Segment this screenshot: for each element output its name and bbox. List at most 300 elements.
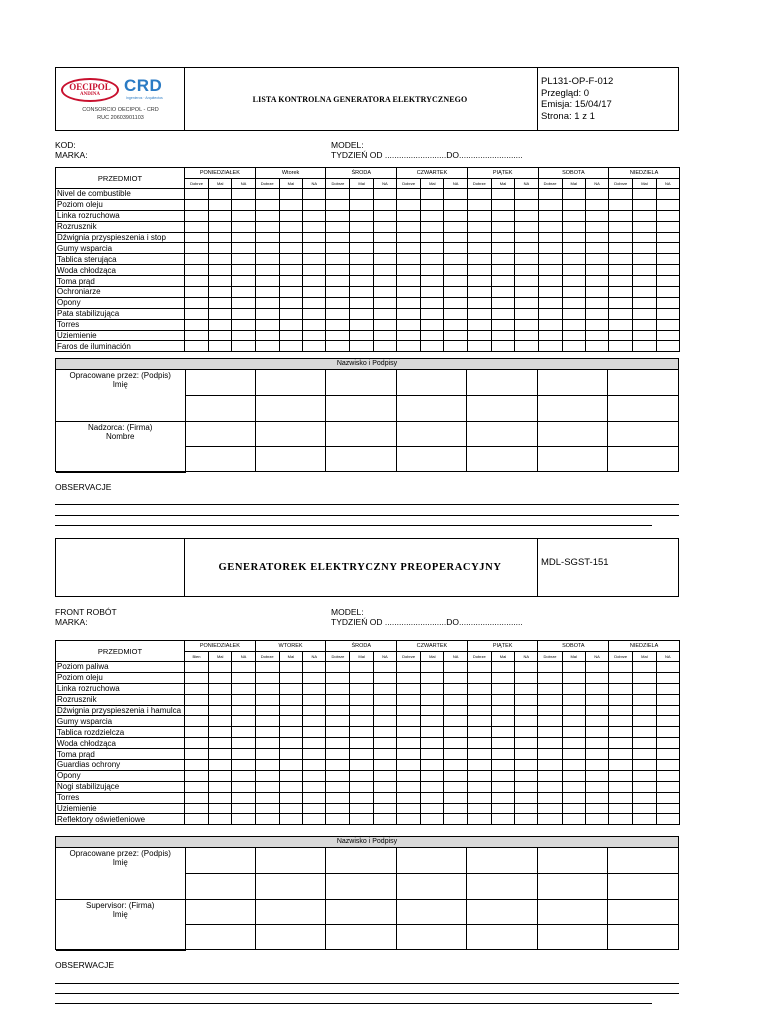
check-cell[interactable]	[232, 803, 255, 814]
check-cell[interactable]	[185, 760, 209, 771]
check-cell[interactable]	[538, 705, 562, 716]
check-cell[interactable]	[444, 662, 467, 673]
check-cell[interactable]	[326, 276, 350, 287]
check-cell[interactable]	[421, 792, 444, 803]
check-cell[interactable]	[609, 189, 633, 200]
check-cell[interactable]	[232, 210, 255, 221]
check-cell[interactable]	[609, 276, 633, 287]
check-cell[interactable]	[303, 330, 326, 341]
check-cell[interactable]	[538, 792, 562, 803]
check-cell[interactable]	[255, 276, 279, 287]
check-cell[interactable]	[255, 199, 279, 210]
check-cell[interactable]	[373, 672, 396, 683]
check-cell[interactable]	[562, 749, 585, 760]
check-cell[interactable]	[209, 232, 232, 243]
check-cell[interactable]	[491, 287, 514, 298]
check-cell[interactable]	[326, 672, 350, 683]
check-cell[interactable]	[467, 683, 491, 694]
check-cell[interactable]	[562, 330, 585, 341]
check-cell[interactable]	[232, 330, 255, 341]
check-cell[interactable]	[421, 330, 444, 341]
check-cell[interactable]	[303, 803, 326, 814]
check-cell[interactable]	[609, 760, 633, 771]
check-cell[interactable]	[185, 662, 209, 673]
check-cell[interactable]	[467, 330, 491, 341]
check-cell[interactable]	[397, 716, 421, 727]
check-cell[interactable]	[255, 210, 279, 221]
check-cell[interactable]	[279, 727, 302, 738]
check-cell[interactable]	[609, 297, 633, 308]
check-cell[interactable]	[609, 705, 633, 716]
check-cell[interactable]	[633, 189, 656, 200]
check-cell[interactable]	[303, 727, 326, 738]
check-cell[interactable]	[421, 672, 444, 683]
check-cell[interactable]	[467, 760, 491, 771]
check-cell[interactable]	[232, 760, 255, 771]
check-cell[interactable]	[397, 243, 421, 254]
check-cell[interactable]	[326, 792, 350, 803]
check-cell[interactable]	[209, 792, 232, 803]
check-cell[interactable]	[656, 221, 679, 232]
check-cell[interactable]	[397, 694, 421, 705]
check-cell[interactable]	[303, 749, 326, 760]
check-cell[interactable]	[326, 189, 350, 200]
check-cell[interactable]	[609, 781, 633, 792]
signature-cell[interactable]	[608, 396, 678, 422]
check-cell[interactable]	[585, 760, 608, 771]
check-cell[interactable]	[538, 683, 562, 694]
signature-cell[interactable]	[255, 447, 325, 473]
check-cell[interactable]	[279, 749, 302, 760]
check-cell[interactable]	[538, 254, 562, 265]
check-cell[interactable]	[209, 705, 232, 716]
check-cell[interactable]	[232, 221, 255, 232]
check-cell[interactable]	[585, 221, 608, 232]
check-cell[interactable]	[656, 341, 679, 352]
check-cell[interactable]	[303, 341, 326, 352]
check-cell[interactable]	[585, 265, 608, 276]
check-cell[interactable]	[350, 749, 373, 760]
check-cell[interactable]	[232, 243, 255, 254]
check-cell[interactable]	[209, 662, 232, 673]
check-cell[interactable]	[232, 199, 255, 210]
check-cell[interactable]	[209, 243, 232, 254]
check-cell[interactable]	[538, 330, 562, 341]
check-cell[interactable]	[350, 814, 373, 825]
check-cell[interactable]	[538, 814, 562, 825]
check-cell[interactable]	[585, 232, 608, 243]
check-cell[interactable]	[444, 814, 467, 825]
check-cell[interactable]	[397, 760, 421, 771]
signature-cell[interactable]	[185, 848, 255, 874]
check-cell[interactable]	[209, 738, 232, 749]
check-cell[interactable]	[515, 308, 538, 319]
check-cell[interactable]	[303, 221, 326, 232]
check-cell[interactable]	[515, 760, 538, 771]
check-cell[interactable]	[421, 232, 444, 243]
check-cell[interactable]	[232, 297, 255, 308]
check-cell[interactable]	[562, 210, 585, 221]
check-cell[interactable]	[467, 319, 491, 330]
signature-cell[interactable]	[185, 874, 255, 900]
check-cell[interactable]	[397, 330, 421, 341]
check-cell[interactable]	[326, 341, 350, 352]
check-cell[interactable]	[421, 738, 444, 749]
check-cell[interactable]	[467, 210, 491, 221]
check-cell[interactable]	[585, 243, 608, 254]
check-cell[interactable]	[303, 232, 326, 243]
check-cell[interactable]	[609, 330, 633, 341]
check-cell[interactable]	[515, 705, 538, 716]
check-cell[interactable]	[209, 727, 232, 738]
check-cell[interactable]	[491, 770, 514, 781]
signature-cell[interactable]	[608, 370, 678, 396]
check-cell[interactable]	[515, 781, 538, 792]
check-cell[interactable]	[373, 243, 396, 254]
check-cell[interactable]	[444, 716, 467, 727]
check-cell[interactable]	[538, 738, 562, 749]
check-cell[interactable]	[633, 683, 656, 694]
check-cell[interactable]	[515, 287, 538, 298]
check-cell[interactable]	[232, 716, 255, 727]
check-cell[interactable]	[421, 694, 444, 705]
check-cell[interactable]	[373, 199, 396, 210]
check-cell[interactable]	[444, 199, 467, 210]
signature-cell[interactable]	[467, 396, 537, 422]
check-cell[interactable]	[209, 319, 232, 330]
check-cell[interactable]	[656, 662, 679, 673]
check-cell[interactable]	[515, 254, 538, 265]
check-cell[interactable]	[656, 781, 679, 792]
check-cell[interactable]	[232, 189, 255, 200]
check-cell[interactable]	[421, 814, 444, 825]
check-cell[interactable]	[373, 683, 396, 694]
check-cell[interactable]	[562, 781, 585, 792]
check-cell[interactable]	[209, 770, 232, 781]
check-cell[interactable]	[585, 210, 608, 221]
check-cell[interactable]	[633, 265, 656, 276]
check-cell[interactable]	[255, 792, 279, 803]
check-cell[interactable]	[562, 199, 585, 210]
check-cell[interactable]	[232, 287, 255, 298]
signature-cell[interactable]	[326, 370, 396, 396]
check-cell[interactable]	[609, 662, 633, 673]
check-cell[interactable]	[303, 694, 326, 705]
check-cell[interactable]	[232, 319, 255, 330]
check-cell[interactable]	[255, 341, 279, 352]
check-cell[interactable]	[326, 330, 350, 341]
check-cell[interactable]	[515, 232, 538, 243]
check-cell[interactable]	[185, 199, 209, 210]
check-cell[interactable]	[515, 672, 538, 683]
signature-cell[interactable]	[467, 421, 537, 447]
check-cell[interactable]	[232, 814, 255, 825]
check-cell[interactable]	[350, 265, 373, 276]
check-cell[interactable]	[633, 694, 656, 705]
check-cell[interactable]	[326, 319, 350, 330]
signature-cell[interactable]	[326, 925, 396, 951]
check-cell[interactable]	[585, 727, 608, 738]
check-cell[interactable]	[609, 803, 633, 814]
check-cell[interactable]	[585, 792, 608, 803]
signature-cell[interactable]	[185, 370, 255, 396]
check-cell[interactable]	[421, 683, 444, 694]
check-cell[interactable]	[515, 770, 538, 781]
check-cell[interactable]	[397, 727, 421, 738]
check-cell[interactable]	[303, 683, 326, 694]
check-cell[interactable]	[397, 683, 421, 694]
check-cell[interactable]	[326, 814, 350, 825]
check-cell[interactable]	[209, 683, 232, 694]
signature-cell[interactable]	[255, 874, 325, 900]
signature-cell[interactable]	[467, 925, 537, 951]
check-cell[interactable]	[585, 716, 608, 727]
check-cell[interactable]	[255, 662, 279, 673]
check-cell[interactable]	[656, 232, 679, 243]
check-cell[interactable]	[467, 297, 491, 308]
check-cell[interactable]	[515, 199, 538, 210]
check-cell[interactable]	[585, 276, 608, 287]
check-cell[interactable]	[562, 694, 585, 705]
check-cell[interactable]	[562, 705, 585, 716]
signature-cell[interactable]	[326, 447, 396, 473]
check-cell[interactable]	[185, 189, 209, 200]
check-cell[interactable]	[467, 727, 491, 738]
check-cell[interactable]	[538, 716, 562, 727]
check-cell[interactable]	[491, 738, 514, 749]
check-cell[interactable]	[444, 210, 467, 221]
check-cell[interactable]	[538, 276, 562, 287]
check-cell[interactable]	[467, 694, 491, 705]
check-cell[interactable]	[326, 308, 350, 319]
check-cell[interactable]	[350, 792, 373, 803]
check-cell[interactable]	[209, 330, 232, 341]
check-cell[interactable]	[491, 254, 514, 265]
check-cell[interactable]	[421, 287, 444, 298]
check-cell[interactable]	[255, 297, 279, 308]
check-cell[interactable]	[656, 760, 679, 771]
check-cell[interactable]	[538, 189, 562, 200]
check-cell[interactable]	[444, 308, 467, 319]
signature-cell[interactable]	[255, 848, 325, 874]
check-cell[interactable]	[515, 738, 538, 749]
check-cell[interactable]	[232, 683, 255, 694]
check-cell[interactable]	[185, 330, 209, 341]
check-cell[interactable]	[633, 803, 656, 814]
form1-obs-line[interactable]	[55, 504, 679, 505]
check-cell[interactable]	[444, 738, 467, 749]
check-cell[interactable]	[397, 738, 421, 749]
check-cell[interactable]	[373, 308, 396, 319]
check-cell[interactable]	[633, 330, 656, 341]
check-cell[interactable]	[303, 662, 326, 673]
check-cell[interactable]	[467, 803, 491, 814]
check-cell[interactable]	[491, 243, 514, 254]
check-cell[interactable]	[562, 803, 585, 814]
check-cell[interactable]	[373, 781, 396, 792]
check-cell[interactable]	[279, 243, 302, 254]
check-cell[interactable]	[444, 221, 467, 232]
check-cell[interactable]	[656, 276, 679, 287]
check-cell[interactable]	[279, 694, 302, 705]
check-cell[interactable]	[326, 749, 350, 760]
check-cell[interactable]	[515, 792, 538, 803]
check-cell[interactable]	[279, 232, 302, 243]
check-cell[interactable]	[326, 254, 350, 265]
check-cell[interactable]	[633, 232, 656, 243]
check-cell[interactable]	[562, 189, 585, 200]
check-cell[interactable]	[303, 189, 326, 200]
check-cell[interactable]	[255, 330, 279, 341]
check-cell[interactable]	[232, 662, 255, 673]
check-cell[interactable]	[562, 738, 585, 749]
check-cell[interactable]	[209, 287, 232, 298]
check-cell[interactable]	[538, 662, 562, 673]
check-cell[interactable]	[656, 803, 679, 814]
check-cell[interactable]	[185, 792, 209, 803]
check-cell[interactable]	[633, 705, 656, 716]
check-cell[interactable]	[491, 276, 514, 287]
check-cell[interactable]	[279, 803, 302, 814]
check-cell[interactable]	[421, 705, 444, 716]
check-cell[interactable]	[373, 297, 396, 308]
check-cell[interactable]	[609, 221, 633, 232]
check-cell[interactable]	[209, 265, 232, 276]
check-cell[interactable]	[515, 276, 538, 287]
check-cell[interactable]	[185, 265, 209, 276]
check-cell[interactable]	[255, 221, 279, 232]
check-cell[interactable]	[633, 341, 656, 352]
check-cell[interactable]	[585, 330, 608, 341]
check-cell[interactable]	[609, 672, 633, 683]
check-cell[interactable]	[585, 738, 608, 749]
check-cell[interactable]	[491, 803, 514, 814]
check-cell[interactable]	[491, 341, 514, 352]
check-cell[interactable]	[397, 210, 421, 221]
check-cell[interactable]	[421, 727, 444, 738]
check-cell[interactable]	[397, 814, 421, 825]
check-cell[interactable]	[232, 232, 255, 243]
signature-cell[interactable]	[185, 396, 255, 422]
check-cell[interactable]	[609, 319, 633, 330]
signature-cell[interactable]	[396, 421, 466, 447]
check-cell[interactable]	[373, 330, 396, 341]
check-cell[interactable]	[585, 254, 608, 265]
check-cell[interactable]	[421, 781, 444, 792]
check-cell[interactable]	[609, 308, 633, 319]
check-cell[interactable]	[209, 694, 232, 705]
check-cell[interactable]	[397, 297, 421, 308]
check-cell[interactable]	[633, 770, 656, 781]
check-cell[interactable]	[491, 319, 514, 330]
check-cell[interactable]	[279, 210, 302, 221]
check-cell[interactable]	[562, 727, 585, 738]
check-cell[interactable]	[397, 199, 421, 210]
check-cell[interactable]	[609, 254, 633, 265]
check-cell[interactable]	[232, 276, 255, 287]
check-cell[interactable]	[185, 738, 209, 749]
check-cell[interactable]	[633, 792, 656, 803]
check-cell[interactable]	[444, 803, 467, 814]
check-cell[interactable]	[444, 727, 467, 738]
check-cell[interactable]	[350, 738, 373, 749]
check-cell[interactable]	[467, 276, 491, 287]
check-cell[interactable]	[350, 254, 373, 265]
check-cell[interactable]	[397, 265, 421, 276]
check-cell[interactable]	[255, 727, 279, 738]
check-cell[interactable]	[326, 716, 350, 727]
check-cell[interactable]	[491, 716, 514, 727]
check-cell[interactable]	[397, 232, 421, 243]
check-cell[interactable]	[373, 803, 396, 814]
check-cell[interactable]	[562, 297, 585, 308]
check-cell[interactable]	[467, 341, 491, 352]
check-cell[interactable]	[491, 694, 514, 705]
signature-cell[interactable]	[255, 370, 325, 396]
check-cell[interactable]	[656, 199, 679, 210]
check-cell[interactable]	[585, 781, 608, 792]
check-cell[interactable]	[538, 210, 562, 221]
check-cell[interactable]	[279, 683, 302, 694]
check-cell[interactable]	[255, 287, 279, 298]
check-cell[interactable]	[373, 189, 396, 200]
check-cell[interactable]	[538, 199, 562, 210]
check-cell[interactable]	[232, 749, 255, 760]
check-cell[interactable]	[185, 254, 209, 265]
check-cell[interactable]	[255, 716, 279, 727]
check-cell[interactable]	[515, 210, 538, 221]
check-cell[interactable]	[373, 738, 396, 749]
check-cell[interactable]	[444, 265, 467, 276]
check-cell[interactable]	[515, 694, 538, 705]
check-cell[interactable]	[538, 265, 562, 276]
check-cell[interactable]	[373, 287, 396, 298]
check-cell[interactable]	[491, 672, 514, 683]
check-cell[interactable]	[303, 814, 326, 825]
check-cell[interactable]	[209, 781, 232, 792]
check-cell[interactable]	[467, 792, 491, 803]
check-cell[interactable]	[491, 683, 514, 694]
check-cell[interactable]	[397, 189, 421, 200]
check-cell[interactable]	[467, 672, 491, 683]
check-cell[interactable]	[515, 814, 538, 825]
check-cell[interactable]	[326, 770, 350, 781]
check-cell[interactable]	[585, 770, 608, 781]
check-cell[interactable]	[350, 727, 373, 738]
signature-cell[interactable]	[467, 899, 537, 925]
check-cell[interactable]	[656, 243, 679, 254]
signature-cell[interactable]	[396, 370, 466, 396]
check-cell[interactable]	[491, 727, 514, 738]
check-cell[interactable]	[209, 189, 232, 200]
check-cell[interactable]	[303, 243, 326, 254]
check-cell[interactable]	[491, 760, 514, 771]
check-cell[interactable]	[421, 221, 444, 232]
check-cell[interactable]	[633, 672, 656, 683]
signature-cell[interactable]	[608, 925, 678, 951]
check-cell[interactable]	[232, 694, 255, 705]
check-cell[interactable]	[421, 199, 444, 210]
check-cell[interactable]	[255, 189, 279, 200]
check-cell[interactable]	[373, 705, 396, 716]
check-cell[interactable]	[185, 705, 209, 716]
check-cell[interactable]	[609, 694, 633, 705]
check-cell[interactable]	[326, 221, 350, 232]
check-cell[interactable]	[562, 221, 585, 232]
check-cell[interactable]	[444, 297, 467, 308]
check-cell[interactable]	[633, 781, 656, 792]
check-cell[interactable]	[303, 297, 326, 308]
